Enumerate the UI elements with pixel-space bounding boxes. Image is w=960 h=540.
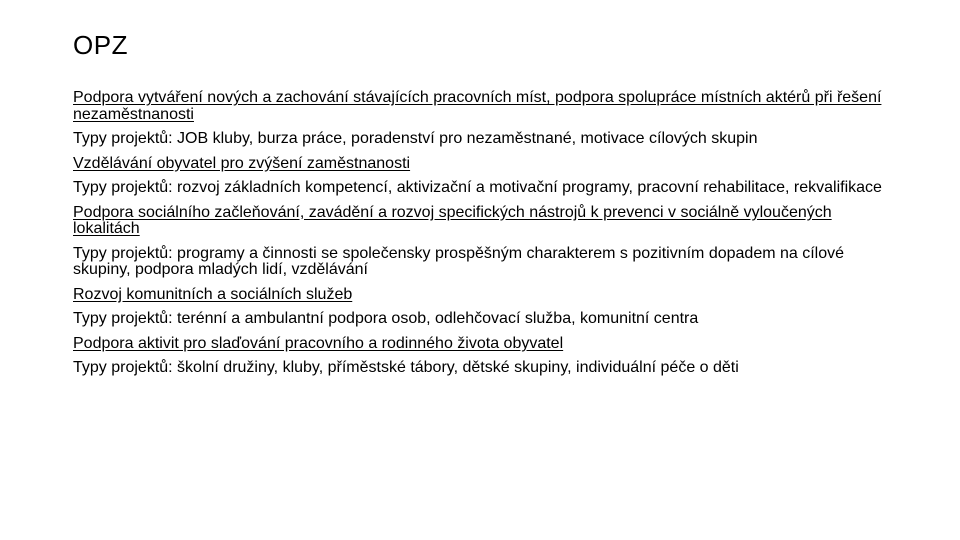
slide-title: OPZ xyxy=(73,30,128,60)
project-types-social-inclusion: Typy projektů: programy a činnosti se společensky prospěšným charakterem s pozitivním dopadem na cílové skupiny, podpora mladých lidí, vzdělávání xyxy=(73,244,845,278)
project-types-job-creation: Typy projektů: JOB kluby, burza práce, poradenství pro nezaměstnané, motivace cílových skupin xyxy=(73,130,758,147)
project-types-work-life-balance: Typy projektů: školní družiny, kluby, příměstské tábory, dětské skupiny, individuální péče o děti xyxy=(73,359,739,376)
slide-body xyxy=(73,90,893,385)
section-heading-job-creation: Podpora vytváření nových a zachování stávajících pracovních míst, podpora spolupráce místních aktérů při řešení nezaměstnanosti xyxy=(73,89,882,123)
project-types-education: Typy projektů: rozvoj základních kompetencí, aktivizační a motivační programy, pracovní rehabilitace, rekvalifikace xyxy=(73,179,882,196)
section-heading-social-inclusion: Podpora sociálního začleňování, zavádění a rozvoj specifických nástrojů k prevenci v sociálně vyloučených lokalitách xyxy=(73,203,832,237)
section-heading-work-life-balance: Podpora aktivit pro slaďování pracovního a rodinného života obyvatel xyxy=(73,334,564,352)
section-heading-community-services: Rozvoj komunitních a sociálních služeb xyxy=(73,285,353,303)
project-types-community-services: Typy projektů: terénní a ambulantní podpora osob, odlehčovací služba, komunitní centra xyxy=(73,310,699,327)
section-heading-education: Vzdělávání obyvatel pro zvýšení zaměstnanosti xyxy=(73,154,411,172)
